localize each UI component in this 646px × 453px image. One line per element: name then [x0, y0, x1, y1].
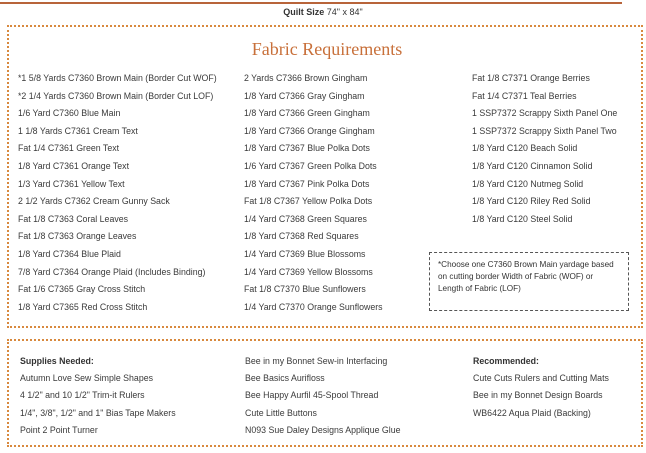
list-item: 1/8 Yard C7364 Blue Plaid — [18, 248, 121, 259]
list-item: Bee Happy Aurfil 45-Spool Thread — [245, 390, 379, 401]
list-item: Autumn Love Sew Simple Shapes — [20, 373, 154, 384]
quilt-size — [0, 7, 646, 17]
list-item: 1 1/8 Yards C7361 Cream Text — [18, 125, 138, 136]
supplies-list-1 — [20, 370, 176, 439]
list-item: 1/8 Yard C7366 Gray Gingham — [244, 90, 365, 101]
list-item: 7/8 Yard C7364 Orange Plaid (Includes Binding) — [18, 266, 206, 277]
list-item: N093 Sue Daley Designs Applique Glue — [245, 424, 401, 435]
list-item: 1/8 Yard C7366 Orange Gingham — [244, 125, 375, 136]
list-item: *1 5/8 Yards C7360 Brown Main (Border Cut WOF) — [18, 73, 217, 83]
list-item: 1/8 Yard C7366 Green Gingham — [244, 108, 370, 119]
list-item: Bee in my Bonnet Sew-in Interfacing — [245, 356, 388, 366]
supplies-panel — [7, 339, 643, 447]
fabric-column-1 — [18, 70, 217, 316]
list-item: Fat 1/8 C7371 Orange Berries — [472, 73, 590, 83]
list-item: Fat 1/4 C7361 Green Text — [18, 143, 120, 154]
list-item: 2 Yards C7366 Brown Gingham — [244, 73, 368, 83]
list-item: 1/8 Yard C120 Nutmeg Solid — [472, 178, 584, 189]
list-item: WB6422 Aqua Plaid (Backing) — [473, 407, 591, 418]
list-item: Fat 1/8 C7367 Yellow Polka Dots — [244, 196, 373, 207]
list-item: 1 SSP7372 Scrappy Sixth Panel Two — [472, 125, 617, 136]
supplies-heading: Supplies Needed: — [20, 356, 94, 366]
supplies-list-2 — [245, 353, 401, 439]
list-item: 1/8 Yard C120 Cinnamon Solid — [472, 160, 593, 171]
list-item: 2 1/2 Yards C7362 Cream Gunny Sack — [18, 196, 170, 207]
list-item: 1/3 Yard C7361 Yellow Text — [18, 178, 125, 189]
supplies-column-3 — [473, 353, 609, 422]
supplies-column-1 — [20, 353, 176, 439]
list-item: 1/8 Yard C7361 Orange Text — [18, 160, 130, 171]
list-item: Cute Little Buttons — [245, 407, 317, 418]
list-item: 1/4 Yard C7369 Blue Blossoms — [244, 248, 366, 259]
list-item: 1/4 Yard C7368 Green Squares — [244, 213, 367, 224]
quilt-size-value: 74" x 84" — [326, 7, 363, 17]
list-item: *2 1/4 Yards C7360 Brown Main (Border Cut LOF) — [18, 90, 214, 101]
list-item: Fat 1/8 C7363 Orange Leaves — [18, 231, 137, 242]
list-item: Fat 1/8 C7370 Blue Sunflowers — [244, 284, 366, 295]
fabric-requirements-heading: Fabric Requirements — [251, 39, 403, 59]
list-item: 1/8 Yard C7367 Pink Polka Dots — [244, 178, 370, 189]
list-item: Cute Cuts Rulers and Cutting Mats — [473, 373, 609, 384]
list-item: Bee in my Bonnet Design Boards — [473, 390, 603, 401]
list-item: 1/6 Yard C7360 Blue Main — [18, 108, 121, 119]
list-item: Bee Basics Aurifloss — [245, 373, 325, 384]
list-item: Fat 1/6 C7365 Gray Cross Stitch — [18, 284, 146, 295]
top-rule — [0, 0, 622, 4]
list-item: 1/8 Yard C120 Steel Solid — [472, 213, 573, 224]
fabric-column-3 — [472, 70, 617, 228]
fabric-column-2 — [244, 70, 383, 316]
recommended-heading: Recommended: — [473, 356, 539, 366]
list-item: 1/4 Yard C7369 Yellow Blossoms — [244, 266, 373, 277]
list-item: Fat 1/8 C7363 Coral Leaves — [18, 213, 129, 224]
list-item: 1/8 Yard C7367 Blue Polka Dots — [244, 143, 370, 154]
list-item: Fat 1/4 C7371 Teal Berries — [472, 90, 577, 101]
supplies-column-2 — [245, 353, 401, 439]
quilt-size-label: Quilt Size — [283, 7, 325, 17]
list-item: 1/8 Yard C7368 Red Squares — [244, 231, 359, 242]
list-item: 1/8 Yard C120 Beach Solid — [472, 143, 578, 154]
list-item: Point 2 Point Turner — [20, 424, 98, 435]
list-item: 1/6 Yard C7367 Green Polka Dots — [244, 160, 377, 171]
list-item: 4 1/2" and 10 1/2" Trim-it Rulers — [20, 390, 145, 401]
fabric-requirements-panel — [7, 25, 643, 328]
recommended-list — [473, 370, 609, 422]
list-item: 1/4 Yard C7370 Orange Sunflowers — [244, 301, 383, 312]
list-item: 1/8 Yard C120 Riley Red Solid — [472, 196, 591, 207]
list-item: 1 SSP7372 Scrappy Sixth Panel One — [472, 108, 618, 119]
list-item: 1/4", 3/8", 1/2" and 1" Bias Tape Makers — [20, 407, 176, 418]
list-item: 1/8 Yard C7365 Red Cross Stitch — [18, 301, 148, 312]
yardage-note: *Choose one C7360 Brown Main yardage based on cutting border Width of Fabric (WOF) or Length of Fabric (LOF) — [429, 252, 629, 311]
